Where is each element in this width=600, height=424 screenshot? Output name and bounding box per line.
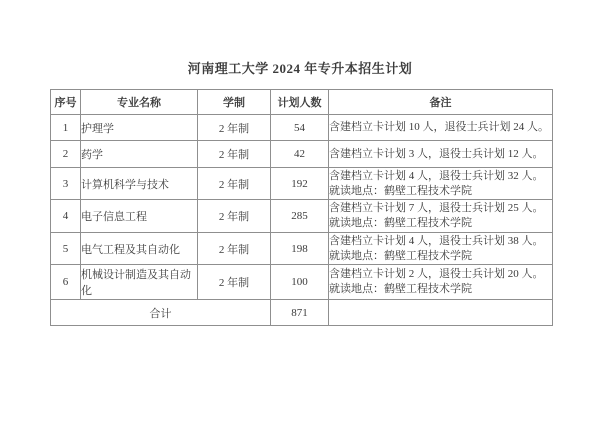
cell-duration: 2 年制 [198,141,271,168]
cell-duration: 2 年制 [198,233,271,265]
enrollment-plan-table [50,89,553,326]
cell-seq: 3 [51,168,81,200]
cell-major: 电气工程及其自动化 [81,233,198,265]
table-total-row [51,300,553,326]
cell-seq: 5 [51,233,81,265]
cell-major: 护理学 [81,115,198,141]
total-label-cell: 合计 [51,300,271,326]
table-row [51,233,553,265]
cell-plan: 192 [271,168,329,200]
cell-duration: 2 年制 [198,200,271,233]
header-major: 专业名称 [81,90,198,115]
cell-remark: 含建档立卡计划 7 人，退役士兵计划 25 人。就读地点：鹤壁工程技术学院 [329,200,553,233]
total-plan-cell: 871 [271,300,329,326]
table-row [51,200,553,233]
cell-major: 计算机科学与技术 [81,168,198,200]
cell-major: 药学 [81,141,198,168]
table-row [51,115,553,141]
cell-major: 机械设计制造及其自动化 [81,265,198,300]
cell-remark: 含建档立卡计划 10 人，退役士兵计划 24 人。 [329,115,553,141]
cell-remark: 含建档立卡计划 2 人，退役士兵计划 20 人。就读地点：鹤壁工程技术学院 [329,265,553,300]
cell-duration: 2 年制 [198,168,271,200]
cell-duration: 2 年制 [198,115,271,141]
cell-plan: 100 [271,265,329,300]
total-remark-cell [329,300,553,326]
cell-major: 电子信息工程 [81,200,198,233]
table-row [51,141,553,168]
cell-plan: 42 [271,141,329,168]
cell-plan: 54 [271,115,329,141]
table-row [51,265,553,300]
page-title: 河南理工大学 2024 年专升本招生计划 [187,61,413,76]
cell-remark: 含建档立卡计划 4 人，退役士兵计划 32 人。就读地点：鹤壁工程技术学院 [329,168,553,200]
cell-seq: 4 [51,200,81,233]
cell-remark: 含建档立卡计划 3 人，退役士兵计划 12 人。 [329,141,553,168]
cell-remark: 含建档立卡计划 4 人，退役士兵计划 38 人。就读地点：鹤壁工程技术学院 [329,233,553,265]
header-duration: 学制 [198,90,271,115]
header-seq: 序号 [51,90,81,115]
table-row [51,168,553,200]
cell-seq: 1 [51,115,81,141]
cell-seq: 2 [51,141,81,168]
table-header-row [51,90,553,115]
header-plan: 计划人数 [271,90,329,115]
cell-plan: 198 [271,233,329,265]
cell-seq: 6 [51,265,81,300]
header-remark: 备注 [329,90,553,115]
cell-duration: 2 年制 [198,265,271,300]
cell-plan: 285 [271,200,329,233]
